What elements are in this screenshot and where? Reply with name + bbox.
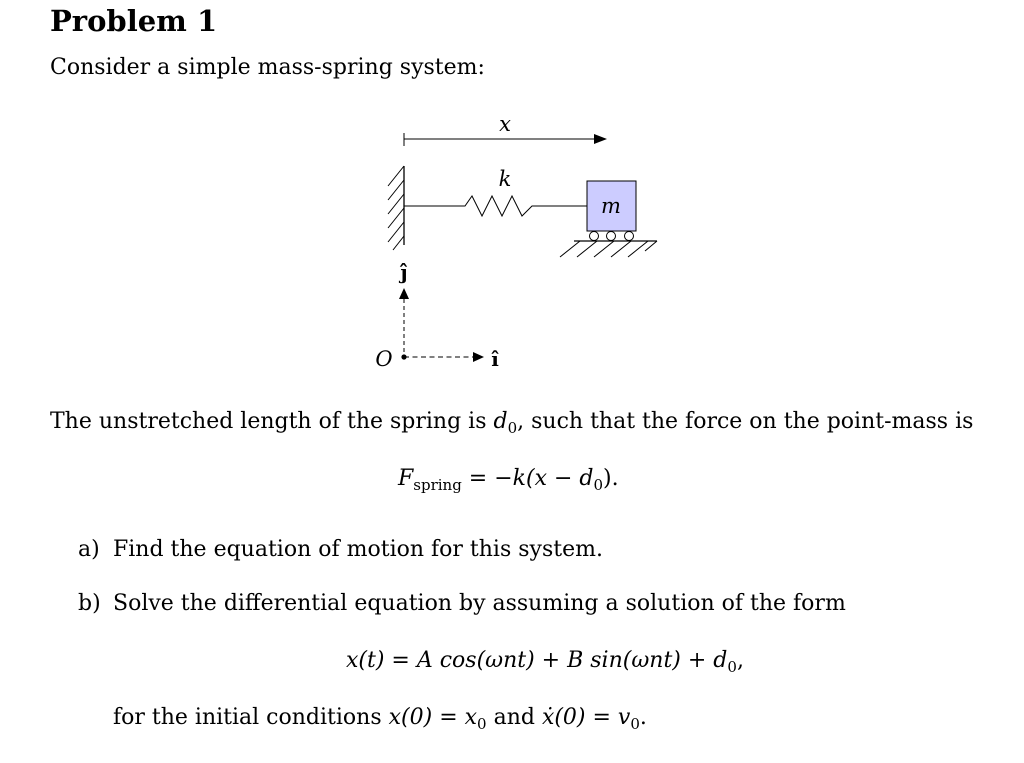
j-hat-label: ĵ <box>400 260 408 284</box>
k-label: k <box>498 167 512 191</box>
item-b-marker: b) <box>78 591 101 616</box>
problem-title: Problem 1 <box>50 4 218 38</box>
spring-description: The unstretched length of the spring is $d_0$, such that the force on the point-mass is <box>50 409 974 437</box>
origin-dot <box>401 354 406 359</box>
m-label: m <box>601 194 621 218</box>
i-arrow-head <box>473 352 484 362</box>
x-label: x <box>499 112 511 136</box>
ground-hatch <box>560 241 657 257</box>
item-b-text: Solve the differential equation by assuming a solution of the form <box>113 591 846 616</box>
spring <box>404 196 587 216</box>
origin-label: O <box>375 347 393 371</box>
force-equation: $F_{spring} = -k(x - d_0)$. <box>398 466 619 494</box>
solution-equation: x(t) = A cos(ωnt) + B $\sin(\omega nt) + d_0$, <box>346 648 744 676</box>
mass-wheels <box>590 232 634 241</box>
j-arrow-head <box>399 288 409 299</box>
initial-conditions: for the initial conditions $x(0) = x_0$ and ẋ(0) = $v_0$. <box>113 705 647 733</box>
intro-text: Consider a simple mass-spring system: <box>50 55 485 80</box>
item-a-text: Find the equation of motion for this system. <box>113 537 603 562</box>
x-arrow-head <box>594 134 607 144</box>
i-hat-label: î <box>491 347 499 371</box>
item-a-marker: a) <box>78 537 100 562</box>
wall-hatch <box>388 166 404 250</box>
